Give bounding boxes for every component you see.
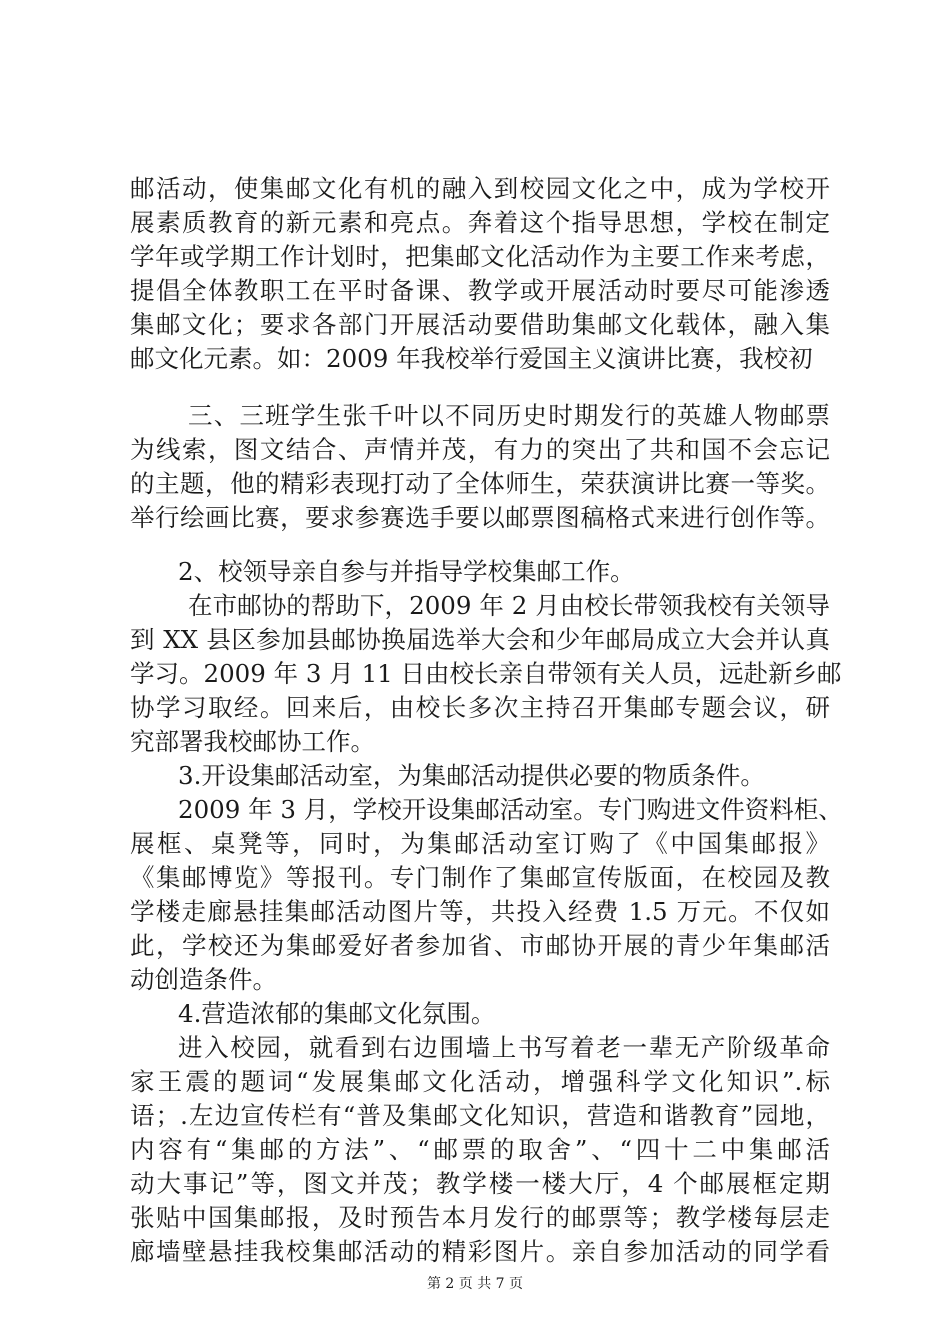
- text-line: 邮活动，使集邮文化有机的融入到校园文化之中，成为学校开: [130, 174, 830, 203]
- text-line: 家王震的题词“发展集邮文化活动，增强科学文化知识”.标: [130, 1067, 830, 1096]
- text-line: 2009 年 3 月，学校开设集邮活动室。专门购进文件资料柜、: [178, 795, 843, 824]
- text-line: 三、三班学生张千叶以不同历史时期发行的英雄人物邮票: [188, 401, 830, 430]
- text-line: 协学习取经。回来后，由校长多次主持召开集邮专题会议，研: [130, 693, 830, 722]
- text-line: 此，学校还为集邮爱好者参加省、市邮协开展的青少年集邮活: [130, 931, 830, 960]
- text-line: 学年或学期工作计划时，把集邮文化活动作为主要工作来考虑，: [130, 242, 830, 271]
- text-line: 学习。2009 年 3 月 11 日由校长亲自带领有关人员，远赴新乡邮: [130, 659, 842, 688]
- text-line: 《集邮博览》等报刊。专门制作了集邮宣传版面，在校园及教: [130, 863, 830, 892]
- text-line: 动大事记”等，图文并茂；教学楼一楼大厅，4 个邮展框定期: [130, 1169, 830, 1198]
- text-line: 在市邮协的帮助下，2009 年 2 月由校长带领我校有关领导: [188, 591, 830, 620]
- text-line: 展素质教育的新元素和亮点。奔着这个指导思想，学校在制定: [130, 208, 830, 237]
- text-line: 廊墙壁悬挂我校集邮活动的精彩图片。亲自参加活动的同学看: [130, 1237, 830, 1266]
- text-line: 到 XX 县区参加县邮协换届选举大会和少年邮局成立大会并认真: [130, 625, 830, 654]
- text-line: 的主题，他的精彩表现打动了全体师生，荣获演讲比赛一等奖。: [130, 469, 830, 498]
- text-line: 动创造条件。: [130, 965, 277, 994]
- section-heading: 4.营造浓郁的集邮文化氛围。: [178, 999, 496, 1028]
- text-line: 集邮文化；要求各部门开展活动要借助集邮文化载体，融入集: [130, 310, 830, 339]
- text-line: 学楼走廊悬挂集邮活动图片等，共投入经费 1.5 万元。不仅如: [130, 897, 830, 926]
- text-line: 内容有“集邮的方法”、“邮票的取舍”、“四十二中集邮活: [130, 1135, 830, 1164]
- text-line: 语；.左边宣传栏有“普及集邮文化知识，营造和谐教育”园地，: [130, 1101, 830, 1130]
- section-heading: 2、校领导亲自参与并指导学校集邮工作。: [178, 557, 635, 586]
- text-line: 进入校园，就看到右边围墙上书写着老一辈无产阶级革命: [178, 1033, 830, 1062]
- section-heading: 3.开设集邮活动室，为集邮活动提供必要的物质条件。: [178, 761, 765, 790]
- text-line: 展框、桌凳等，同时，为集邮活动室订购了《中国集邮报》: [130, 829, 830, 858]
- text-line: 究部署我校邮协工作。: [130, 727, 375, 756]
- text-line: 为线索，图文结合、声情并茂，有力的突出了共和国不会忘记: [130, 435, 830, 464]
- text-line: 提倡全体教职工在平时备课、教学或开展活动时要尽可能渗透: [130, 276, 830, 305]
- text-line: 举行绘画比赛，要求参赛选手要以邮票图稿格式来进行创作等。: [130, 503, 830, 532]
- text-line: 张贴中国集邮报，及时预告本月发行的邮票等；教学楼每层走: [130, 1203, 830, 1232]
- page-number-footer: 第 2 页 共 7 页: [426, 1276, 524, 1292]
- text-line: 邮文化元素。如：2009 年我校举行爱国主义演讲比赛，我校初: [130, 344, 813, 373]
